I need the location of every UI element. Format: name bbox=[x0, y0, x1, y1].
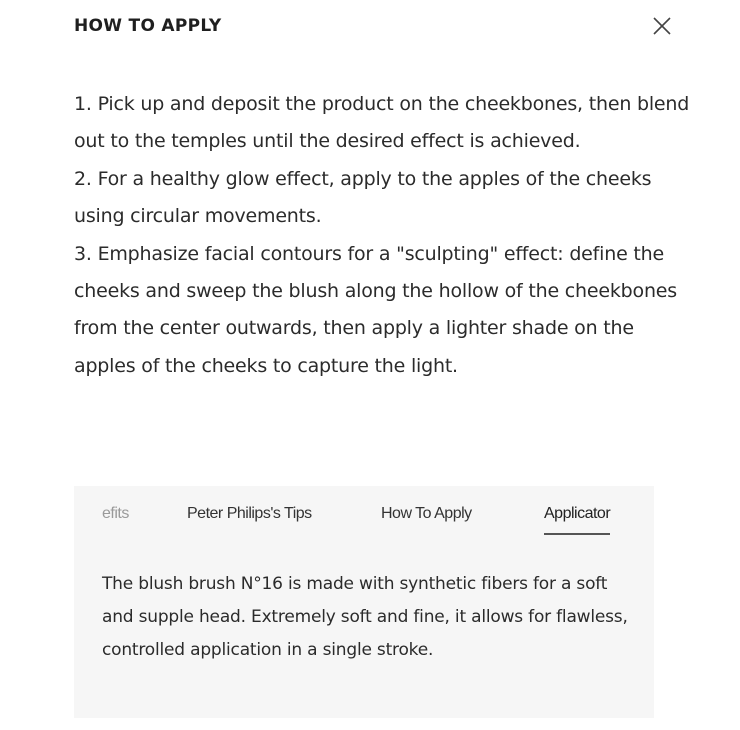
tab-bar bbox=[74, 486, 654, 546]
tab-applicator-label: Applicator bbox=[544, 505, 611, 522]
modal-title: HOW TO APPLY bbox=[74, 16, 222, 36]
close-icon bbox=[650, 14, 674, 38]
instruction-step-1: 1. Pick up and deposit the product on the cheekbones, then blend out to the temples until the desired effect is achieved. bbox=[74, 93, 690, 153]
tab-applicator[interactable] bbox=[544, 504, 610, 524]
instruction-step-2: 2. For a healthy glow effect, apply to the apples of the cheeks using circular movements. bbox=[74, 167, 652, 228]
tab-benefits[interactable]: efits bbox=[102, 505, 129, 522]
tab-peter-philips-tips[interactable]: Peter Philips's Tips bbox=[187, 505, 312, 522]
instructions-text bbox=[74, 86, 694, 385]
active-tab-underline bbox=[544, 533, 610, 535]
tab-how-to-apply[interactable]: How To Apply bbox=[381, 505, 472, 522]
details-panel bbox=[74, 486, 654, 718]
modal-header bbox=[74, 14, 684, 38]
applicator-description: The blush brush N°16 is made with synthetic fibers for a soft and supple head. Extremely soft and fine, it allows for flawless, controlled application in a single stroke. bbox=[102, 574, 628, 660]
close-button[interactable] bbox=[650, 14, 674, 38]
instruction-step-3: 3. Emphasize facial contours for a "sculpting" effect: define the cheeks and sweep the blush along the hollow of the cheekbones from the center outwards, then apply a lighter shade on the apples of the cheeks to capture the light. bbox=[74, 242, 677, 377]
